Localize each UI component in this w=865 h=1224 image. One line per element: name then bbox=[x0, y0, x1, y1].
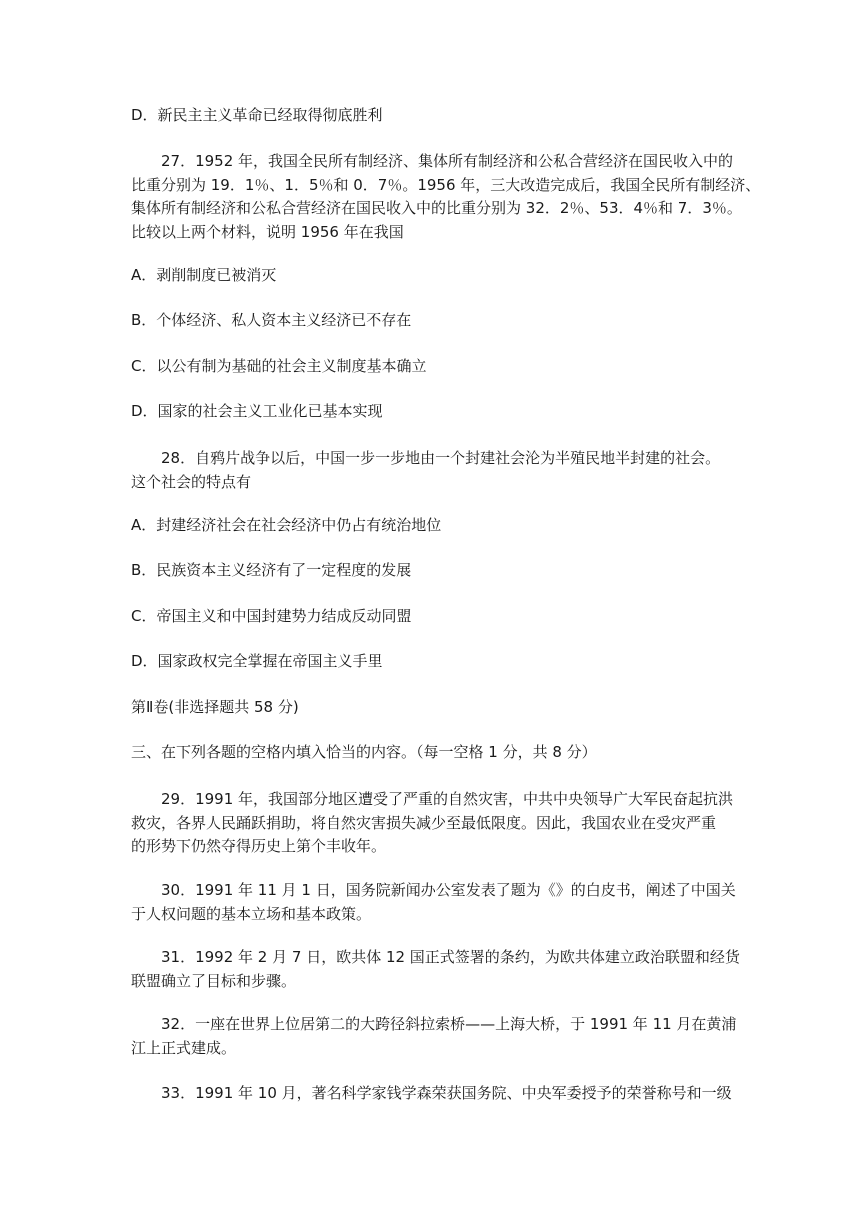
q28-option-b: B．民族资本主义经济有了一定程度的发展 bbox=[131, 561, 412, 579]
q26-option-d: D．新民主主义革命已经取得彻底胜利 bbox=[131, 106, 383, 124]
q27-option-a: A．剥削制度已被消灭 bbox=[131, 266, 277, 284]
q28-stem: 28．自鸦片战争以后，中国一步一步地由一个封建社会沦为半殖民地半封建的社会。 这个社会的特点有 bbox=[131, 449, 721, 491]
q27-option-d: D．国家的社会主义工业化已基本实现 bbox=[131, 402, 383, 420]
q30: 30．1991 年 11 月 1 日，国务院新闻办公室发表了题为《》的白皮书，阐述了中国关 于人权问题的基本立场和基本政策。 bbox=[131, 881, 736, 923]
q28-option-d: D．国家政权完全掌握在帝国主义手里 bbox=[131, 652, 383, 670]
section-title: 第Ⅱ卷(非选择题共 58 分) bbox=[131, 698, 299, 716]
q27-stem: 27．1952 年，我国全民所有制经济、集体所有制经济和公私合营经济在国民收入中的 比重分别为 19．1％、1．5％和 0．7％。1956 年，三大改造完成后，我国全民所有制经济、 集体所有制经济和公私合营经济在国民收入中的比重分别为 32．2％、53．4％和 7．3％。 比较以上两个材料，说明 1956 年在我国 bbox=[131, 152, 761, 241]
q27-option-b: B．个体经济、私人资本主义经济已不存在 bbox=[131, 311, 412, 329]
q28-option-a: A．封建经济社会在社会经济中仍占有统治地位 bbox=[131, 516, 442, 534]
q29: 29．1991 年，我国部分地区遭受了严重的自然灾害，中共中央领导广大军民奋起抗洪 救灾，各界人民踊跃捐助，将自然灾害损失减少至最低限度。因此，我国农业在受灾严重 的形势下仍然夺得历史上第个丰收年。 bbox=[131, 790, 734, 855]
q28-option-c: C．帝国主义和中国封建势力结成反动同盟 bbox=[131, 607, 412, 625]
part3-instruction: 三、在下列各题的空格内填入恰当的内容。（每一空格 1 分，共 8 分） bbox=[131, 743, 597, 761]
q31: 31．1992 年 2 月 7 日，欧共体 12 国正式签署的条约，为欧共体建立政治联盟和经货 联盟确立了目标和步骤。 bbox=[131, 948, 740, 990]
q33: 33．1991 年 10 月，著名科学家钱学森荣获国务院、中央军委授予的荣誉称号和一级 bbox=[161, 1084, 732, 1102]
q27-option-c: C．以公有制为基础的社会主义制度基本确立 bbox=[131, 357, 427, 375]
q32: 32．一座在世界上位居第二的大跨径斜拉索桥——上海大桥，于 1991 年 11 月在黄浦 江上正式建成。 bbox=[131, 1015, 737, 1057]
